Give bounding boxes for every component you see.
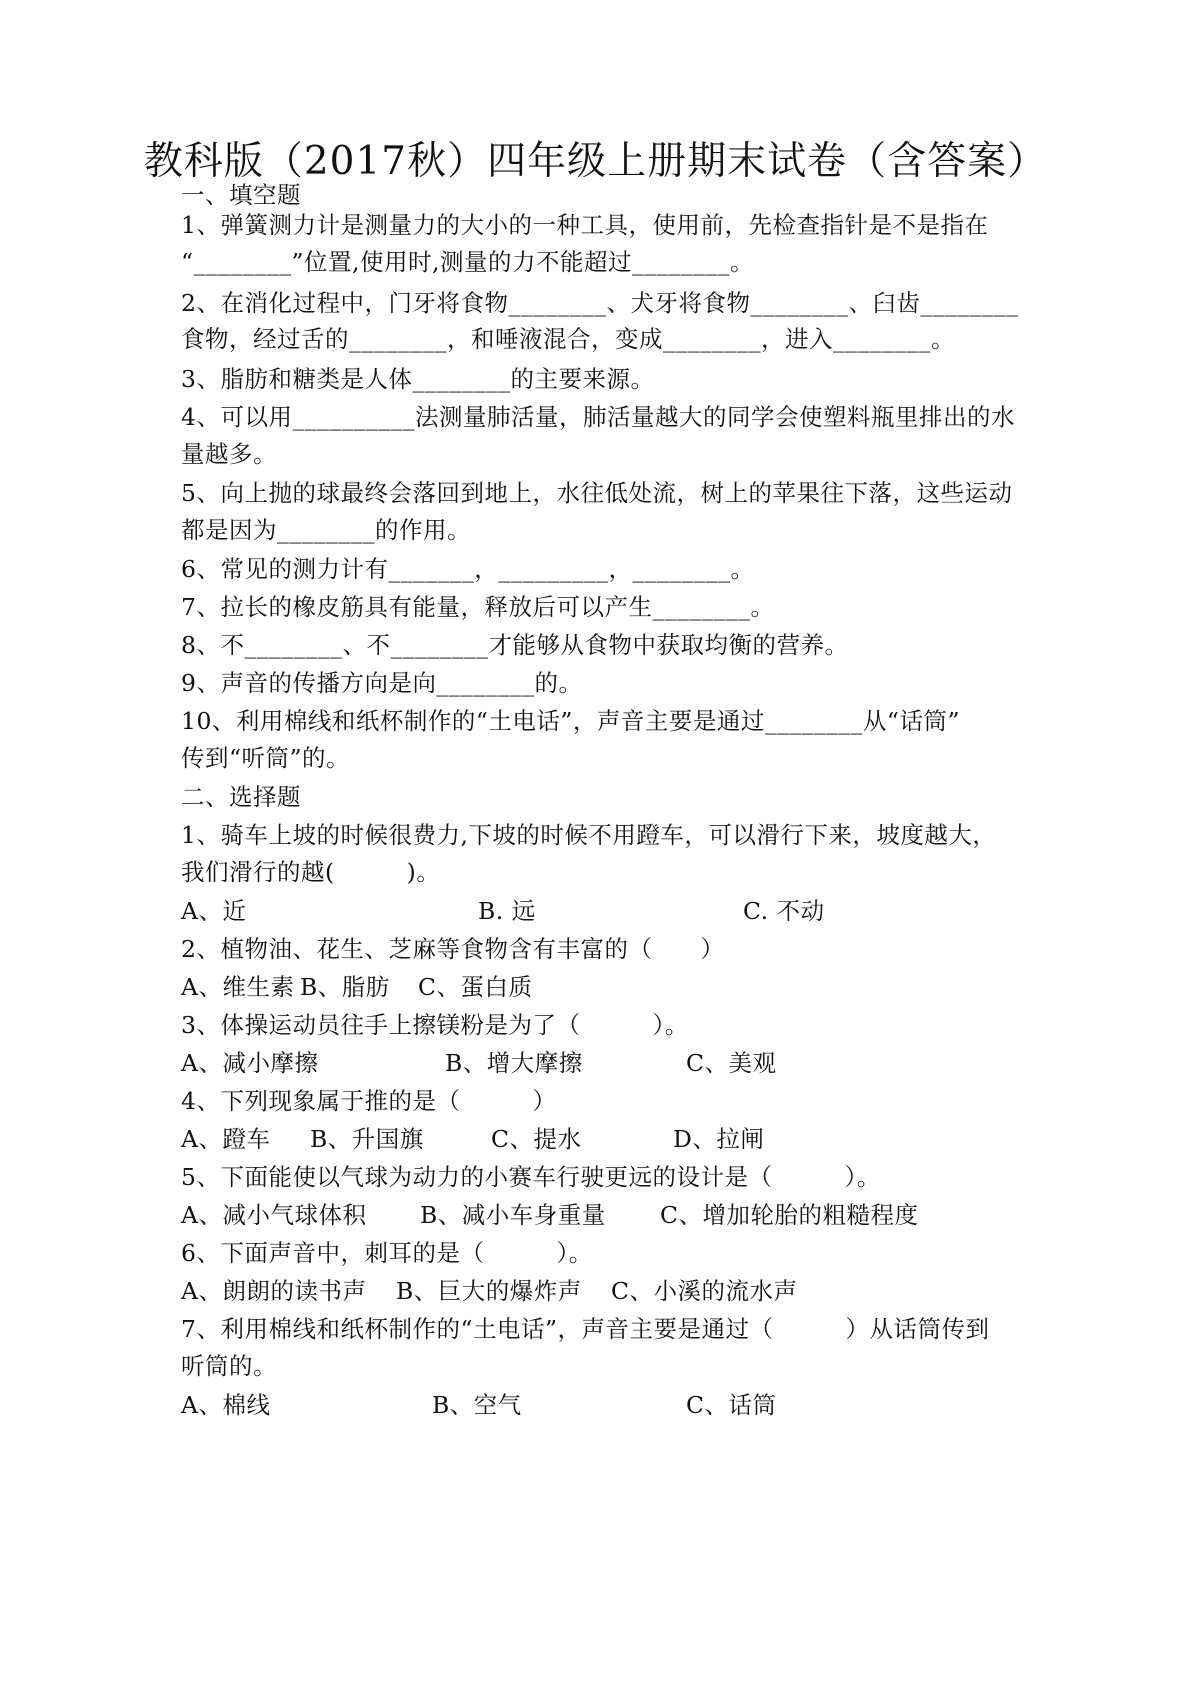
page-title: 教科版（2017秋）四年级上册期末试卷（含答案） xyxy=(143,139,1048,184)
choice-question-5: 5、下面能使以气球为动力的小赛车行驶更远的设计是（ ）。 xyxy=(181,1163,881,1191)
fill-question-10-line-2: 传到“听筒”的。 xyxy=(181,744,351,772)
choice-7-option-b: B、空气 xyxy=(432,1391,522,1419)
choice-4-option-d: D、拉闸 xyxy=(673,1125,765,1153)
fill-question-4-line-2: 量越多。 xyxy=(181,440,277,468)
fill-question-4-line-1: 4、可以用__________法测量肺活量，肺活量越大的同学会使塑料瓶里排出的水 xyxy=(181,403,1015,431)
fill-question-7: 7、拉长的橡皮筋具有能量，释放后可以产生________。 xyxy=(181,593,775,621)
choice-question-2: 2、植物油、花生、芝麻等食物含有丰富的（ ） xyxy=(181,935,725,963)
choice-4-option-c: C、提水 xyxy=(491,1125,582,1153)
choice-6-option-a: A、朗朗的读书声 xyxy=(181,1277,367,1305)
choice-2-option-c: C、蛋白质 xyxy=(418,973,533,1001)
choice-3-option-b: B、增大摩擦 xyxy=(445,1049,583,1077)
choice-1-option-b: B. 远 xyxy=(478,897,536,925)
choice-question-7-line-1: 7、利用棉线和纸杯制作的“土电话”，声音主要是通过（ ）从话筒传到 xyxy=(181,1315,990,1343)
choice-question-4: 4、下列现象属于推的是（ ） xyxy=(181,1087,557,1115)
fill-question-2-line-1: 2、在消化过程中，门牙将食物________、犬牙将食物________、臼齿________ xyxy=(181,289,1019,317)
choice-2-option-a: A、维生素 xyxy=(181,973,295,1001)
choice-6-option-b: B、巨大的爆炸声 xyxy=(396,1277,582,1305)
choice-question-1-line-2: 我们滑行的越( )。 xyxy=(181,858,441,886)
choice-question-3: 3、体操运动员往手上擦镁粉是为了（ ）。 xyxy=(181,1011,689,1039)
choice-6-option-c: C、小溪的流水声 xyxy=(611,1277,798,1305)
choice-3-option-a: A、减小摩擦 xyxy=(181,1049,319,1077)
choice-question-6: 6、下面声音中，刺耳的是（ ）。 xyxy=(181,1239,593,1267)
fill-question-5-line-2: 都是因为________的作用。 xyxy=(181,516,471,544)
fill-question-8: 8、不________、不________才能够从食物中获取均衡的营养。 xyxy=(181,631,849,659)
choice-7-option-a: A、棉线 xyxy=(181,1391,271,1419)
fill-question-5-line-1: 5、向上抛的球最终会落回到地上，水往低处流，树上的苹果往下落，这些运动 xyxy=(181,479,1013,507)
section-heading-choice: 二、选择题 xyxy=(181,783,301,811)
choice-question-7-line-2: 听筒的。 xyxy=(181,1352,277,1380)
choice-1-option-c: C. 不动 xyxy=(743,897,825,925)
fill-question-10-line-1: 10、利用棉线和纸杯制作的“土电话”，声音主要是通过________从“话筒” xyxy=(181,707,960,735)
fill-question-1-line-1: 1、弹簧测力计是测量力的大小的一种工具，使用前，先检查指针是不是指在 xyxy=(181,211,989,239)
section-heading-fill: 一、填空题 xyxy=(181,181,301,209)
choice-5-option-c: C、增加轮胎的粗糙程度 xyxy=(660,1201,919,1229)
choice-question-1-line-1: 1、骑车上坡的时候很费力,下坡的时候不用蹬车，可以滑行下来，坡度越大， xyxy=(181,821,997,849)
choice-4-option-b: B、升国旗 xyxy=(310,1125,424,1153)
choice-5-option-a: A、减小气球体积 xyxy=(181,1201,367,1229)
choice-7-option-c: C、话筒 xyxy=(686,1391,777,1419)
fill-question-2-line-2: 食物，经过舌的________，和唾液混合，变成________，进入________。 xyxy=(181,325,955,353)
fill-question-6: 6、常见的测力计有_______，_________，________。 xyxy=(181,555,755,583)
fill-question-9: 9、声音的传播方向是向________的。 xyxy=(181,669,583,697)
choice-5-option-b: B、减小车身重量 xyxy=(420,1201,606,1229)
choice-1-option-a: A、近 xyxy=(181,897,247,925)
choice-3-option-c: C、美观 xyxy=(686,1049,777,1077)
fill-question-1-line-2: “________”位置,使用时,测量的力不能超过________。 xyxy=(181,248,754,276)
fill-question-3: 3、脂肪和糖类是人体________的主要来源。 xyxy=(181,365,655,393)
choice-4-option-a: A、蹬车 xyxy=(181,1125,271,1153)
choice-2-option-b: B、脂肪 xyxy=(300,973,390,1001)
